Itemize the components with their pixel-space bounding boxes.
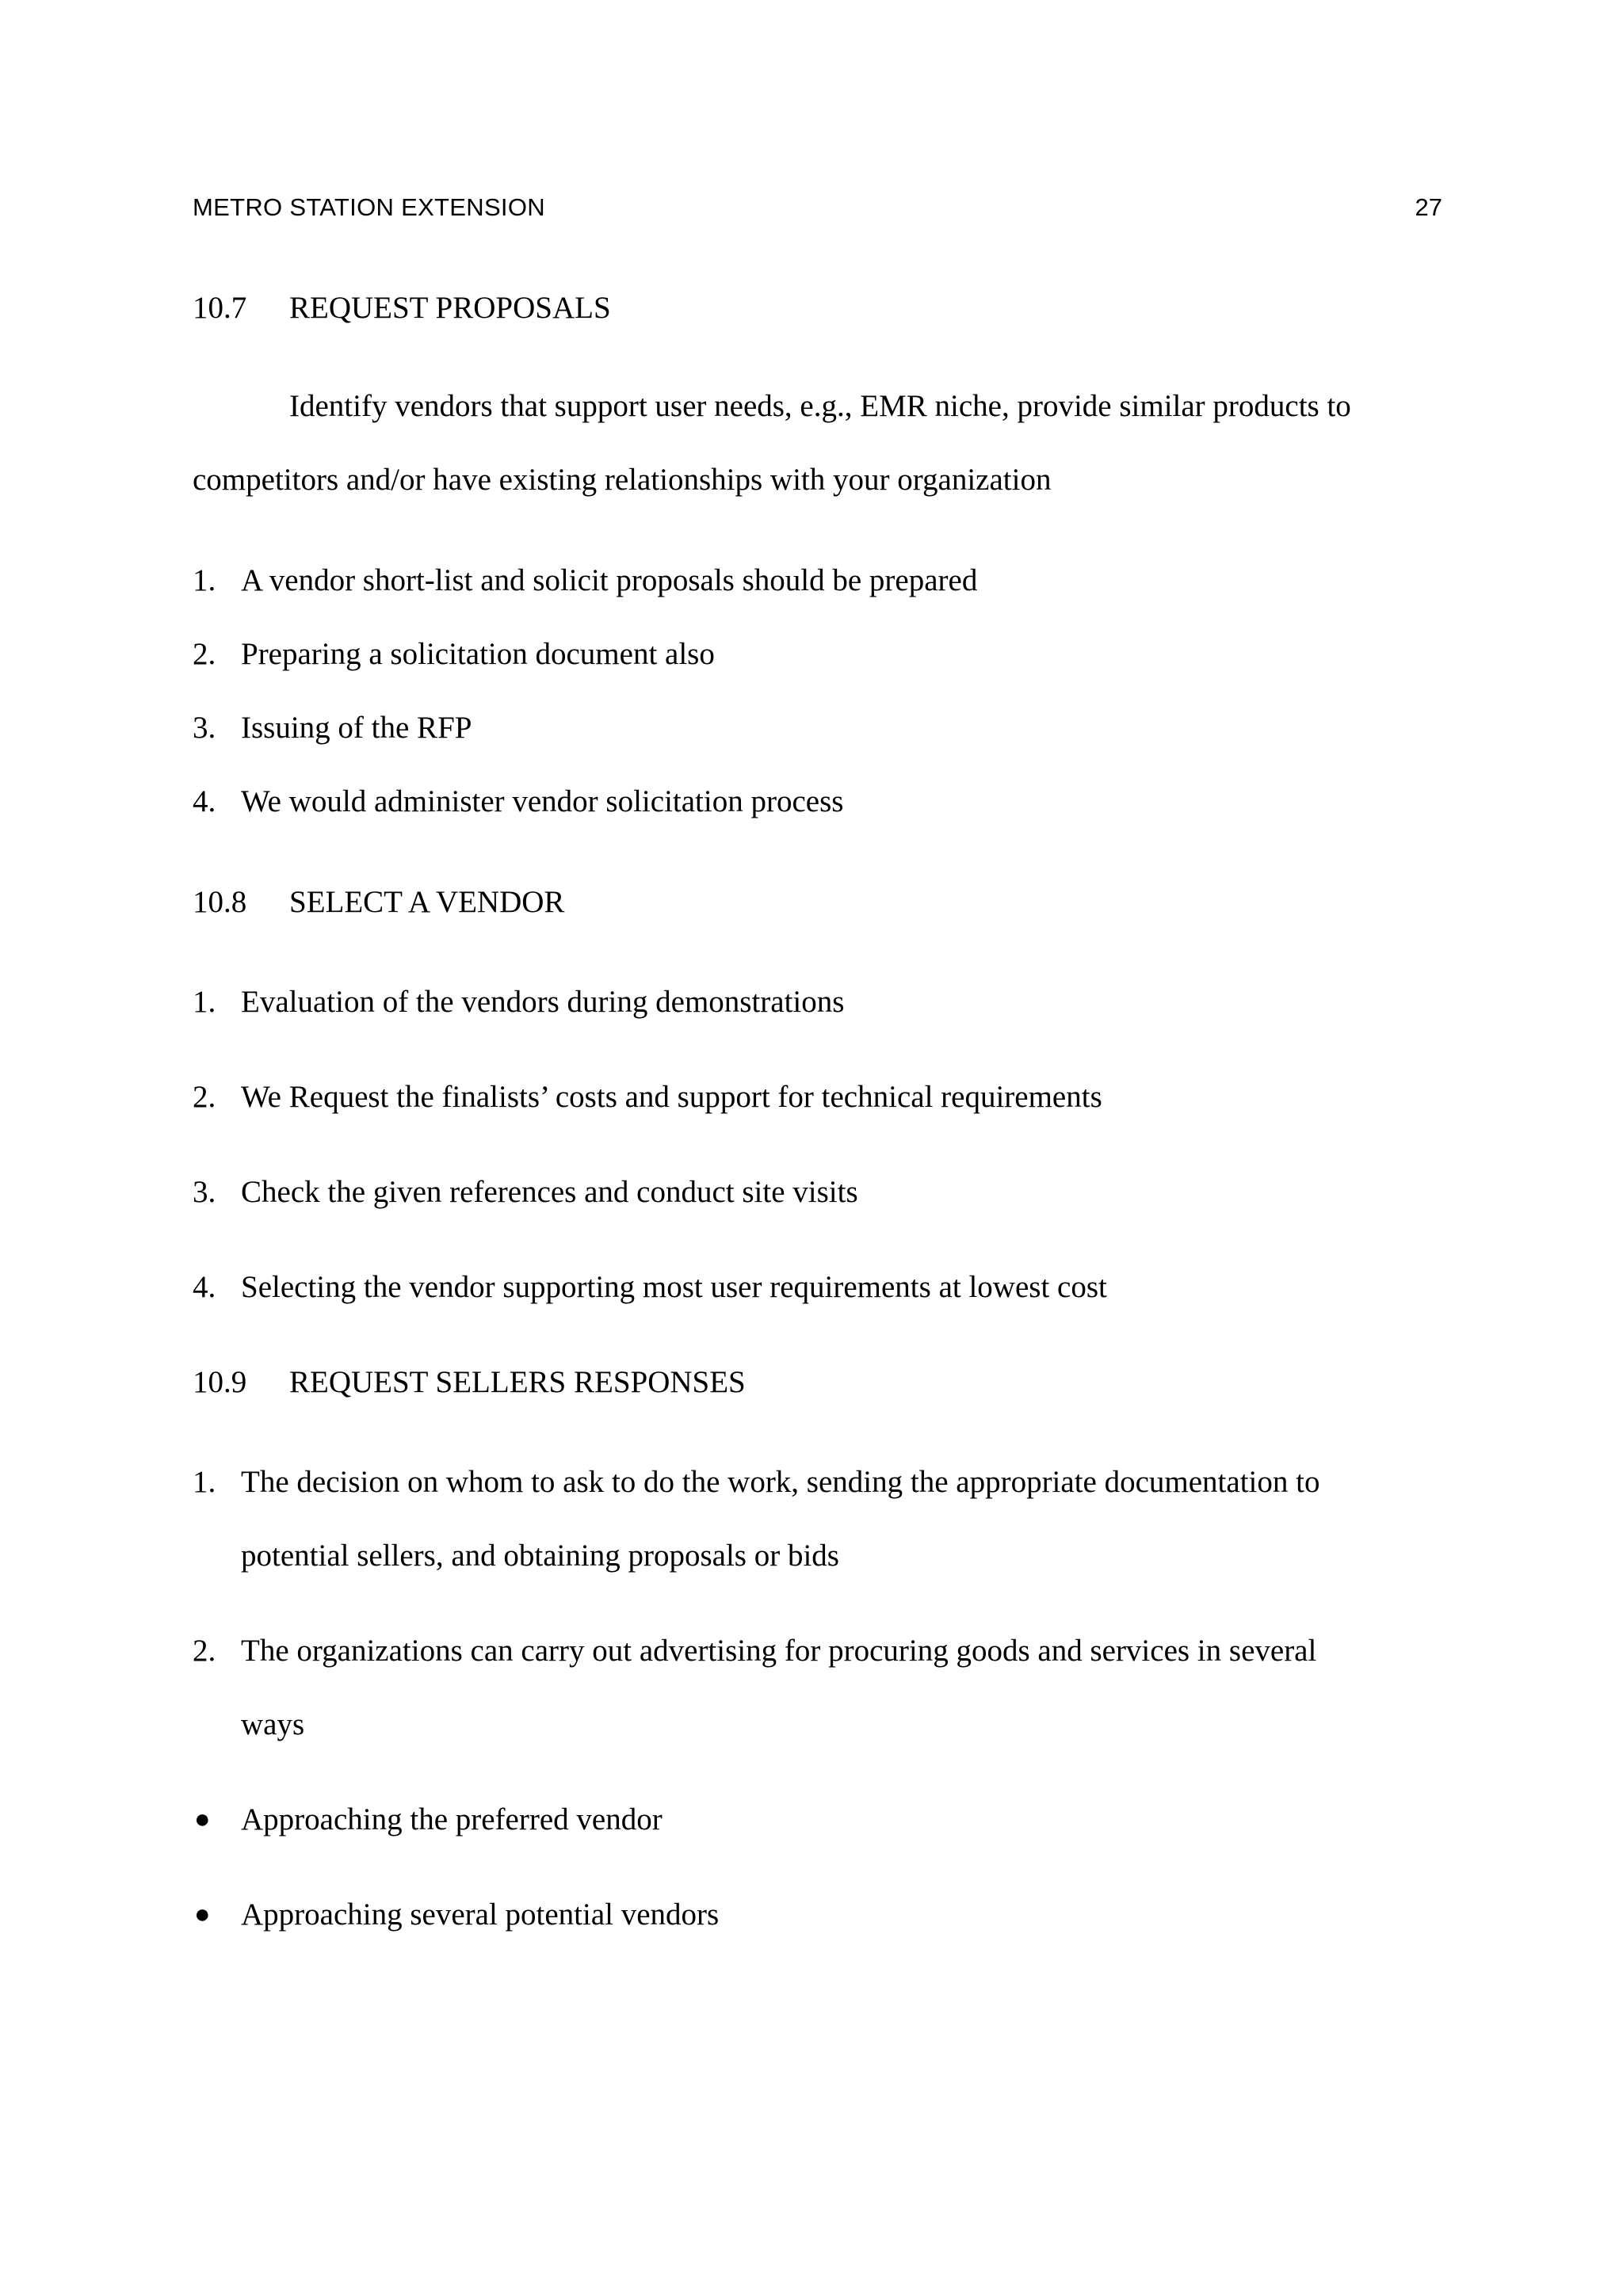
list-item (193, 1079, 1102, 1115)
running-head: METRO STATION EXTENSION (193, 193, 545, 221)
list-marker: 1. (193, 1465, 216, 1499)
list-item (193, 784, 843, 819)
list-marker: 4. (193, 784, 216, 818)
list-marker: 2. (193, 637, 216, 671)
list-marker: 3. (193, 711, 216, 745)
list-item (193, 563, 977, 598)
list-item-text: The decision on whom to ask to do the work, sending the appropriate documentation to (241, 1465, 1320, 1499)
list-item (193, 1269, 1107, 1305)
list-item-text: Preparing a solicitation document also (241, 637, 715, 671)
list-marker: 1. (193, 985, 216, 1019)
bullet-item-text: Approaching several potential vendors (241, 1897, 720, 1932)
bullet-item (193, 1897, 719, 1932)
section-heading-10-7 (193, 290, 611, 326)
list-item (193, 636, 715, 672)
list-item-text: Issuing of the RFP (241, 711, 472, 745)
list-item-text: Check the given references and conduct site visits (241, 1175, 858, 1209)
section-number: 10.9 (193, 1365, 247, 1399)
section-heading-10-8 (193, 884, 564, 920)
list-marker: 1. (193, 563, 216, 597)
bullet-item-text: Approaching the preferred vendor (241, 1802, 663, 1836)
section-number: 10.8 (193, 885, 247, 919)
section-number: 10.7 (193, 291, 247, 325)
list-item-text: Evaluation of the vendors during demonstrations (241, 985, 845, 1019)
section-heading-10-9 (193, 1364, 746, 1400)
page-number: 27 (1415, 193, 1442, 221)
list-item (193, 710, 472, 746)
list-item (193, 984, 844, 1020)
list-item (193, 1174, 858, 1210)
list-item (193, 1633, 1316, 1669)
list-item-continuation: potential sellers, and obtaining proposals or bids (241, 1539, 839, 1573)
paragraph-line: competitors and/or have existing relationships with your organization (193, 463, 1052, 497)
list-item-continuation: ways (241, 1707, 305, 1741)
section-title: REQUEST SELLERS RESPONSES (289, 1365, 746, 1399)
list-marker: 3. (193, 1175, 216, 1209)
bullet-item (193, 1802, 663, 1837)
list-marker: 4. (193, 1270, 216, 1304)
section-title: SELECT A VENDOR (289, 885, 565, 919)
list-item-text: Selecting the vendor supporting most user requirements at lowest cost (241, 1270, 1107, 1304)
bullet-icon: ● (194, 1900, 211, 1929)
list-item-text: The organizations can carry out advertising for procuring goods and services in several (241, 1634, 1317, 1668)
list-item-text: We would administer vendor solicitation process (241, 784, 844, 818)
paragraph-line: Identify vendors that support user needs, e.g., EMR niche, provide similar products to (289, 389, 1351, 423)
list-item (193, 1464, 1319, 1500)
section-title: REQUEST PROPOSALS (289, 291, 611, 325)
bullet-icon: ● (194, 1805, 211, 1834)
list-item-text: A vendor short-list and solicit proposals should be prepared (241, 563, 978, 597)
list-marker: 2. (193, 1634, 216, 1668)
list-marker: 2. (193, 1080, 216, 1114)
list-item-text: We Request the finalists’ costs and support for technical requirements (241, 1080, 1102, 1114)
